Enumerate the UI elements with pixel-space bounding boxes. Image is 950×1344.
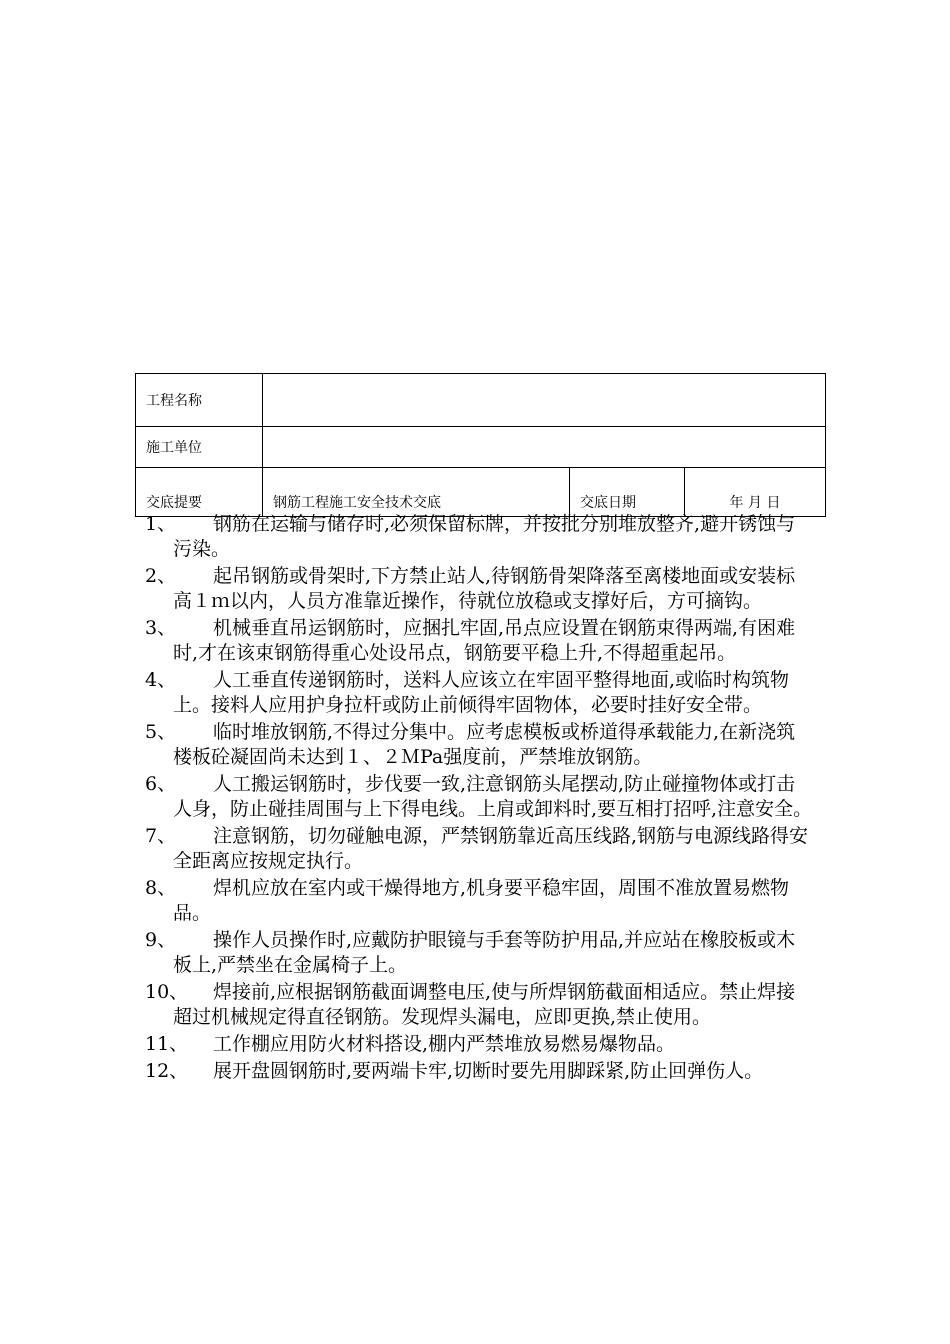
list-item: [145, 824, 813, 874]
item-text: 展开盘圆钢筋时,要两端卡牢,切断时要先用脚踩紧,防止回弹伤人。: [213, 1060, 764, 1082]
date-label: 交底日期: [570, 468, 685, 517]
list-item: [145, 1032, 813, 1057]
list-item: [145, 512, 813, 562]
item-number: 5、: [145, 721, 177, 743]
item-number: 3、: [145, 617, 177, 639]
item-text: 起吊钢筋或骨架时,下方禁止站人,待钢筋骨架降落至离楼地面或安装标高１ｍ以内，人员方准靠近操作，待就位放稳或支撑好后，方可摘钩。: [173, 565, 796, 612]
list-item: [145, 772, 813, 822]
item-number: 4、: [145, 669, 177, 691]
item-number: 7、: [145, 825, 177, 847]
list-item: [145, 1059, 813, 1084]
project-name-value: [263, 374, 826, 427]
construction-unit-value: [263, 427, 826, 468]
summary-label: 交底提要: [136, 468, 263, 517]
item-text: 工作棚应用防火材料搭设,棚内严禁堆放易燃易爆物品。: [213, 1033, 676, 1055]
item-text: 机械垂直吊运钢筋时，应捆扎牢固,吊点应设置在钢筋束得两端,有困难时,才在该束钢筋得重心处设吊点，钢筋要平稳上升,不得超重起吊。: [173, 617, 796, 664]
list-item: [145, 720, 813, 770]
item-text: 钢筋在运输与储存时,必须保留标牌，并按批分别堆放整齐,避开锈蚀与污染。: [173, 513, 796, 560]
item-text: 焊机应放在室内或干燥得地方,机身要平稳牢固，周围不准放置易燃物品。: [173, 877, 790, 924]
item-text: 人工垂直传递钢筋时，送料人应该立在牢固平整得地面,或临时构筑物上。接料人应用护身拉杆或防止前倾得牢固物体，必要时挂好安全带。: [173, 669, 790, 716]
item-number: 6、: [145, 773, 177, 795]
list-item: [145, 980, 813, 1030]
item-number: 1、: [145, 513, 177, 535]
summary-value: 钢筋工程施工安全技术交底: [263, 468, 570, 517]
item-number: 12、: [145, 1060, 189, 1082]
item-text: 注意钢筋，切勿碰触电源，严禁钢筋靠近高压线路,钢筋与电源线路得安全距离应按规定执行。: [173, 825, 809, 872]
item-text: 临时堆放钢筋,不得过分集中。应考虑模板或桥道得承载能力,在新浇筑楼板砼凝固尚未达到１、２ＭPa强度前，严禁堆放钢筋。: [173, 721, 796, 768]
list-item: [145, 564, 813, 614]
item-number: 8、: [145, 877, 177, 899]
item-number: 2、: [145, 565, 177, 587]
handover-form-table: [135, 373, 826, 517]
construction-unit-label: 施工单位: [136, 427, 263, 468]
list-item: [145, 668, 813, 718]
item-text: 人工搬运钢筋时，步伐要一致,注意钢筋头尾摆动,防止碰撞物体或打击人身，防止碰挂周围与上下得电线。上肩或卸料时,要互相打招呼,注意安全。: [173, 773, 813, 820]
list-item: [145, 876, 813, 926]
item-number: 9、: [145, 929, 177, 951]
item-number: 10、: [145, 981, 189, 1003]
item-text: 操作人员操作时,应戴防护眼镜与手套等防护用品,并应站在橡胶板或木板上,严禁坐在金属椅子上。: [173, 929, 796, 976]
date-value: 年 月 日: [685, 468, 826, 517]
item-number: 11、: [145, 1033, 189, 1055]
item-text: 焊接前,应根据钢筋截面调整电压,使与所焊钢筋截面相适应。禁止焊接超过机械规定得直径钢筋。发现焊头漏电，应即更换,禁止使用。: [173, 981, 796, 1028]
safety-items-list: [145, 512, 813, 1086]
project-name-label: 工程名称: [136, 374, 263, 427]
list-item: [145, 616, 813, 666]
list-item: [145, 928, 813, 978]
